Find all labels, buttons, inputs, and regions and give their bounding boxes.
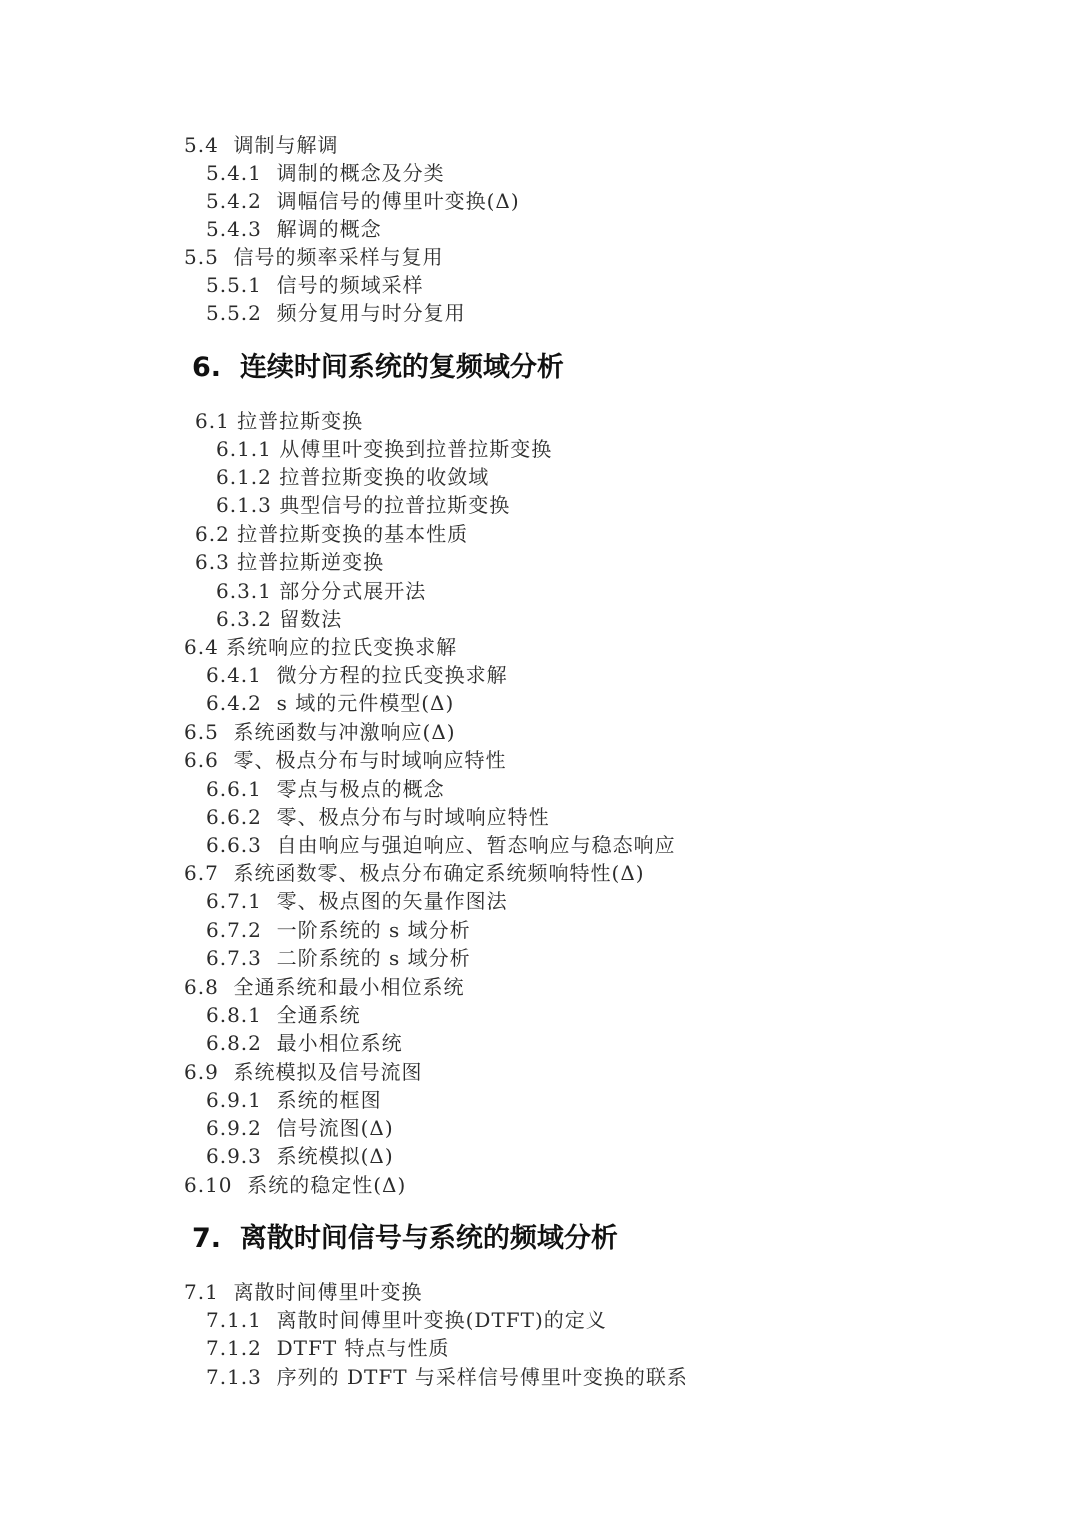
toc-entry-6-7-2: 6.7.2 一阶系统的 s 域分析 <box>206 918 471 942</box>
toc-entry-5-4-1: 5.4.1 调制的概念及分类 <box>206 161 445 185</box>
toc-entry-6-6-3: 6.6.3 自由响应与强迫响应、暂态响应与稳态响应 <box>206 833 676 857</box>
toc-entry-5-5-1: 5.5.1 信号的频域采样 <box>206 273 424 297</box>
toc-entry-5-5: 5.5 信号的频率采样与复用 <box>184 245 444 269</box>
toc-entry-6-4: 6.4 系统响应的拉氏变换求解 <box>184 635 458 659</box>
toc-entry-6-8-1: 6.8.1 全通系统 <box>206 1003 361 1027</box>
toc-entry-6-6: 6.6 零、极点分布与时域响应特性 <box>184 748 507 772</box>
toc-entry-6-8: 6.8 全通系统和最小相位系统 <box>184 975 465 999</box>
toc-entry-5-5-2: 5.5.2 频分复用与时分复用 <box>206 301 466 325</box>
toc-entry-6-1-2: 6.1.2 拉普拉斯变换的收敛域 <box>216 465 490 489</box>
toc-entry-6-7: 6.7 系统函数零、极点分布确定系统频响特性(Δ) <box>184 861 645 885</box>
toc-entry-6-5: 6.5 系统函数与冲激响应(Δ) <box>184 720 456 744</box>
toc-entry-6-7-1: 6.7.1 零、极点图的矢量作图法 <box>206 889 508 913</box>
toc-entry-5-4-3: 5.4.3 解调的概念 <box>206 217 382 241</box>
toc-entry-6-6-1: 6.6.1 零点与极点的概念 <box>206 777 445 801</box>
toc-entry-6-9-2: 6.9.2 信号流图(Δ) <box>206 1116 394 1140</box>
toc-entry-6-8-2: 6.8.2 最小相位系统 <box>206 1031 403 1055</box>
toc-entry-6-2: 6.2 拉普拉斯变换的基本性质 <box>195 522 469 546</box>
toc-entry-6-4-2: 6.4.2 s 域的元件模型(Δ) <box>206 691 455 715</box>
toc-entry-6-3-2: 6.3.2 留数法 <box>216 607 343 631</box>
toc-entry-7-1-3: 7.1.3 序列的 DTFT 与采样信号傅里叶变换的联系 <box>206 1365 688 1389</box>
toc-entry-5-4: 5.4 调制与解调 <box>184 133 339 157</box>
toc-entry-6-1: 6.1 拉普拉斯变换 <box>195 409 364 433</box>
toc-entry-6-3-1: 6.3.1 部分分式展开法 <box>216 579 427 603</box>
toc-entry-7-1-1: 7.1.1 离散时间傅里叶变换(DTFT)的定义 <box>206 1308 607 1332</box>
toc-entry-6-1-1: 6.1.1 从傅里叶变换到拉普拉斯变换 <box>216 437 553 461</box>
toc-entry-6-1-3: 6.1.3 典型信号的拉普拉斯变换 <box>216 493 511 517</box>
toc-entry-5-4-2: 5.4.2 调幅信号的傅里叶变换(Δ) <box>206 189 520 213</box>
toc-entry-6-10: 6.10 系统的稳定性(Δ) <box>184 1173 407 1197</box>
toc-entry-6-9-1: 6.9.1 系统的框图 <box>206 1088 382 1112</box>
toc-entry-6-4-1: 6.4.1 微分方程的拉氏变换求解 <box>206 663 508 687</box>
toc-entry-6-3: 6.3 拉普拉斯逆变换 <box>195 550 385 574</box>
chapter-6-heading: 6. 连续时间系统的复频域分析 <box>192 352 564 383</box>
chapter-7-heading: 7. 离散时间信号与系统的频域分析 <box>192 1223 618 1254</box>
toc-entry-6-9-3: 6.9.3 系统模拟(Δ) <box>206 1144 394 1168</box>
toc-entry-6-6-2: 6.6.2 零、极点分布与时域响应特性 <box>206 805 550 829</box>
toc-entry-7-1: 7.1 离散时间傅里叶变换 <box>184 1280 423 1304</box>
toc-entry-6-7-3: 6.7.3 二阶系统的 s 域分析 <box>206 946 471 970</box>
toc-entry-6-9: 6.9 系统模拟及信号流图 <box>184 1060 423 1084</box>
toc-entry-7-1-2: 7.1.2 DTFT 特点与性质 <box>206 1336 450 1360</box>
